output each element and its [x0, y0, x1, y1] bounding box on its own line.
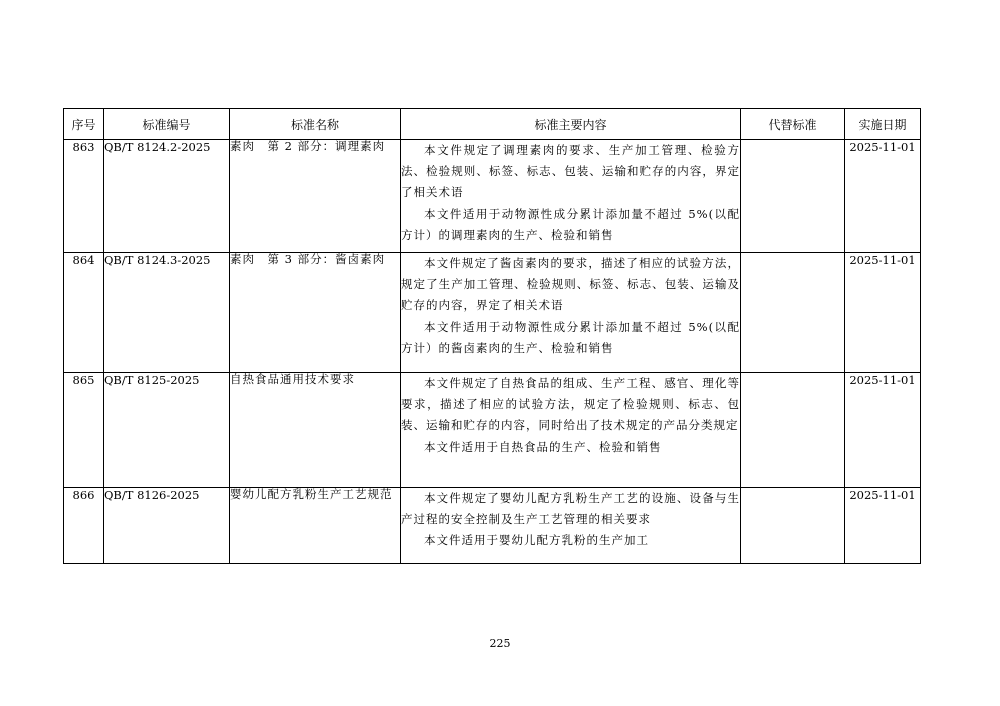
- cell-name: [230, 253, 401, 373]
- cell-replaces: [741, 253, 845, 373]
- cell-replaces: [741, 140, 845, 253]
- standard-name: 素肉 第 3 部分：酱卤素肉: [230, 252, 386, 266]
- header-name: 标准名称: [230, 109, 401, 140]
- table-row: [64, 253, 921, 373]
- page-number: 225: [489, 637, 511, 650]
- cell-name: [230, 488, 401, 564]
- header-date: 实施日期: [845, 109, 921, 140]
- cell-content: [401, 253, 741, 373]
- cell-name: [230, 373, 401, 488]
- table-header-row: [64, 109, 921, 140]
- content-paragraph: 本文件规定了自热食品的组成、生产工程、感官、理化等要求，描述了相应的试验方法，规定了检验规则、标志、包装、运输和贮存的内容，同时给出了技术规定的产品分类规定: [401, 376, 740, 433]
- cell-content: [401, 140, 741, 253]
- content-paragraph: 本文件规定了酱卤素肉的要求，描述了相应的试验方法，规定了生产加工管理、检验规则、标签、标志、包装、运输及贮存的内容，界定了相关术语: [401, 256, 740, 313]
- cell-code: QB/T 8125-2025: [104, 373, 230, 488]
- table-row: [64, 488, 921, 564]
- cell-seq: 863: [64, 140, 104, 253]
- header-seq: 序号: [64, 109, 104, 140]
- header-code: 标准编号: [104, 109, 230, 140]
- standard-name: 素肉 第 2 部分：调理素肉: [230, 139, 386, 153]
- header-replaces: 代替标准: [741, 109, 845, 140]
- cell-content: [401, 373, 741, 488]
- cell-seq: 864: [64, 253, 104, 373]
- cell-date: 2025-11-01: [845, 140, 921, 253]
- content-paragraph: 本文件适用于自热食品的生产、检验和销售: [424, 439, 662, 454]
- standard-name: 自热食品通用技术要求: [230, 372, 355, 386]
- cell-date: 2025-11-01: [845, 373, 921, 488]
- cell-replaces: [741, 488, 845, 564]
- header-content: 标准主要内容: [401, 109, 741, 140]
- cell-date: 2025-11-01: [845, 253, 921, 373]
- content-paragraph: 本文件适用于动物源性成分累计添加量不超过 5%(以配方计）的调理素肉的生产、检验和销售: [401, 206, 740, 242]
- content-paragraph: 本文件规定了调理素肉的要求、生产加工管理、检验方法、检验规则、标签、标志、包装、运输和贮存的内容，界定了相关术语: [401, 143, 740, 200]
- cell-replaces: [741, 373, 845, 488]
- cell-code: QB/T 8126-2025: [104, 488, 230, 564]
- cell-content: [401, 488, 741, 564]
- table-row: [64, 373, 921, 488]
- standard-name: 婴幼儿配方乳粉生产工艺规范: [230, 487, 393, 501]
- content-paragraph: 本文件适用于婴幼儿配方乳粉的生产加工: [424, 533, 649, 548]
- table-row: [64, 140, 921, 253]
- cell-date: 2025-11-01: [845, 488, 921, 564]
- cell-seq: 865: [64, 373, 104, 488]
- content-paragraph: 本文件适用于动物源性成分累计添加量不超过 5%(以配方计）的酱卤素肉的生产、检验和销售: [401, 319, 740, 355]
- cell-name: [230, 140, 401, 253]
- cell-seq: 866: [64, 488, 104, 564]
- standards-table: [63, 108, 921, 564]
- cell-code: QB/T 8124.3-2025: [104, 253, 230, 373]
- content-paragraph: 本文件规定了婴幼儿配方乳粉生产工艺的设施、设备与生产过程的安全控制及生产工艺管理的相关要求: [401, 491, 740, 527]
- cell-code: QB/T 8124.2-2025: [104, 140, 230, 253]
